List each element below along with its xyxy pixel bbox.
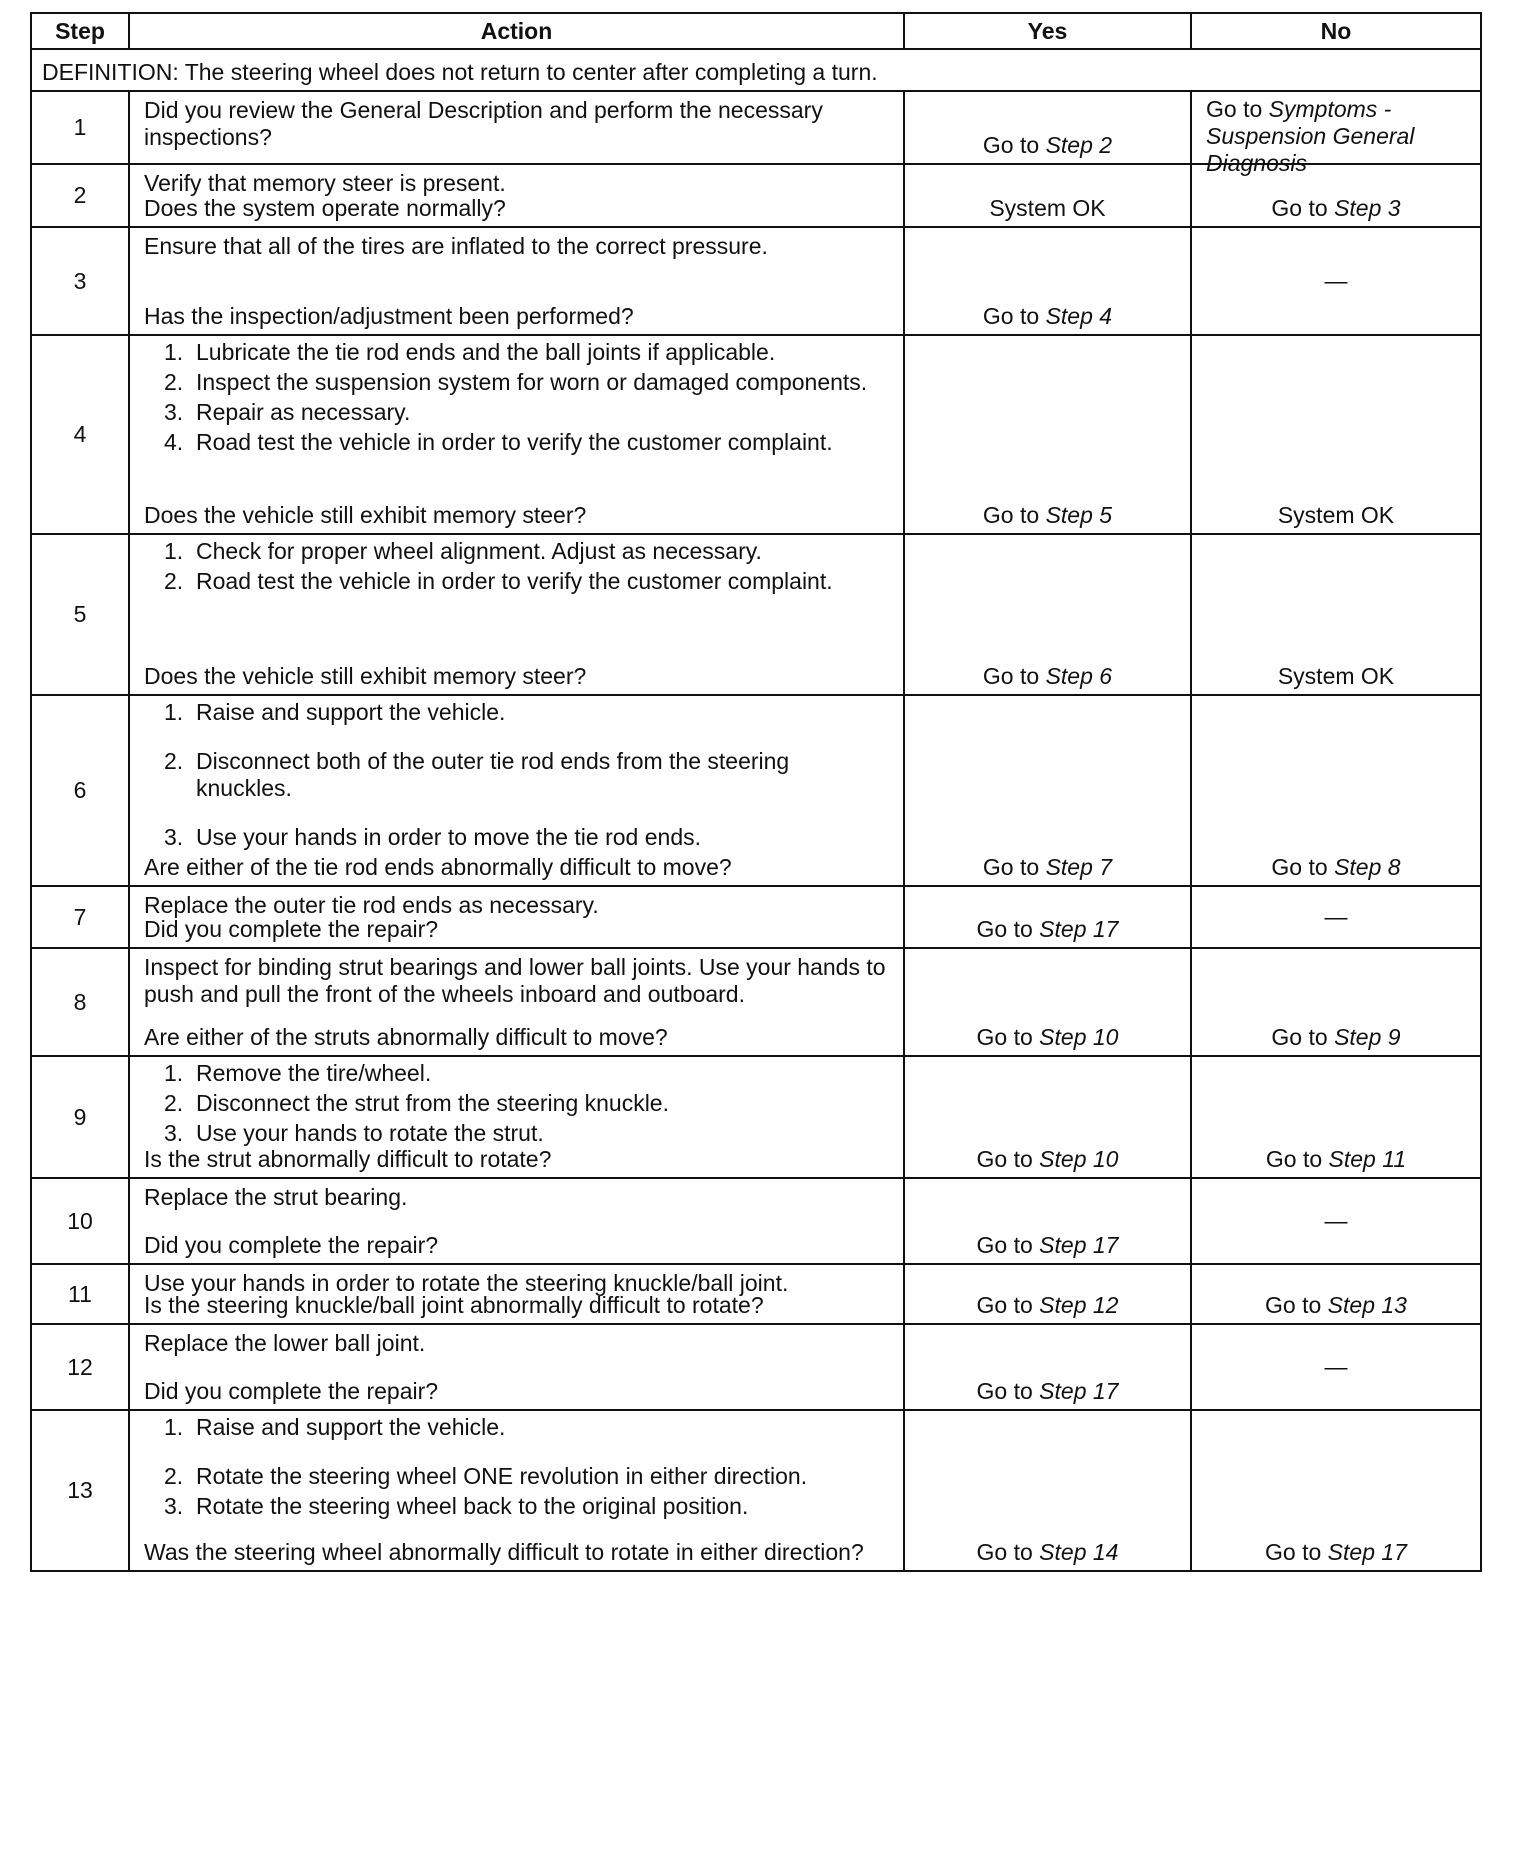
yes-result: [905, 1146, 1190, 1173]
action-step-number: 2.: [164, 748, 184, 774]
no-goto-prefix: Go to: [1271, 1024, 1335, 1050]
no-result: [1192, 502, 1480, 529]
action-text: Use your hands in order to rotate the steering knuckle/ball joint.: [144, 1270, 789, 1296]
yes-step-link[interactable]: Step 5: [1045, 502, 1113, 528]
action-step-item: [164, 1090, 891, 1117]
action-cell: [129, 1264, 904, 1324]
action-cell: [129, 1178, 904, 1264]
yes-cell: [904, 164, 1191, 227]
action-step-number: 4.: [164, 429, 184, 455]
action-step-text: Inspect the suspension system for worn or damaged components.: [196, 369, 868, 395]
action-step-text: Use your hands to rotate the strut.: [196, 1120, 544, 1146]
step-row-11: [31, 1264, 1481, 1324]
action-text: Did you review the General Description and perform the necessary inspections?: [144, 97, 823, 150]
no-step-link[interactable]: Step 8: [1334, 854, 1401, 880]
no-goto-prefix: Go to: [1271, 854, 1335, 880]
yes-step-link[interactable]: Step 17: [1039, 1232, 1119, 1258]
no-cell: [1191, 227, 1481, 335]
yes-cell: [904, 534, 1191, 695]
header-action: Action: [129, 13, 904, 49]
action-question: Is the strut abnormally difficult to rotate?: [144, 1146, 552, 1172]
yes-cell: [904, 1178, 1191, 1264]
no-step-link[interactable]: Step 13: [1327, 1292, 1407, 1318]
yes-goto-prefix: Go to: [976, 916, 1040, 942]
action-text: Verify that memory steer is present.: [144, 170, 506, 196]
action-step-text: Use your hands in order to move the tie rod ends.: [196, 824, 702, 850]
step-row-3: [31, 227, 1481, 335]
header-yes: Yes: [904, 13, 1191, 49]
no-result: [1192, 1146, 1480, 1173]
yes-cell: [904, 1056, 1191, 1178]
yes-goto-prefix: Go to: [982, 854, 1046, 880]
no-step-link[interactable]: Step 9: [1334, 1024, 1401, 1050]
no-cell: [1191, 534, 1481, 695]
step-number: 1: [31, 91, 129, 164]
step-row-1: [31, 91, 1481, 164]
action-step-number: 3.: [164, 1493, 184, 1519]
action-step-text: Check for proper wheel alignment. Adjust as necessary.: [196, 538, 762, 564]
action-step-number: 1.: [164, 699, 184, 725]
yes-step-link[interactable]: Step 6: [1045, 663, 1113, 689]
no-cell: [1191, 1264, 1481, 1324]
yes-goto-prefix: Go to: [976, 1378, 1040, 1404]
step-number: 5: [31, 534, 129, 695]
yes-result-text: System OK: [989, 195, 1106, 221]
action-step-item: [164, 824, 891, 851]
no-step-link[interactable]: Step 3: [1334, 195, 1401, 221]
no-cell: [1191, 1178, 1481, 1264]
yes-step-link[interactable]: Step 14: [1039, 1539, 1119, 1565]
step-number: 6: [31, 695, 129, 886]
action-step-text: Disconnect the strut from the steering knuckle.: [196, 1090, 669, 1116]
step-number: 3: [31, 227, 129, 335]
no-cell: [1191, 948, 1481, 1056]
yes-cell: [904, 335, 1191, 534]
yes-cell: [904, 1410, 1191, 1571]
action-step-text: Rotate the steering wheel ONE revolution in either direction.: [196, 1463, 808, 1489]
no-cell: [1191, 1410, 1481, 1571]
action-steps-list: [144, 336, 891, 456]
action-question: Did you complete the repair?: [144, 1378, 439, 1404]
action-step-text: Road test the vehicle in order to verify the customer complaint.: [196, 568, 833, 594]
action-step-number: 3.: [164, 399, 184, 425]
yes-goto-prefix: Go to: [982, 132, 1046, 158]
action-step-number: 1.: [164, 339, 184, 365]
yes-goto-prefix: Go to: [982, 502, 1046, 528]
action-step-number: 2.: [164, 1090, 184, 1116]
action-step-number: 1.: [164, 1060, 184, 1086]
yes-result: [905, 916, 1190, 943]
action-question: Does the vehicle still exhibit memory steer?: [144, 663, 587, 689]
no-result: [1192, 195, 1480, 222]
action-cell: [129, 227, 904, 335]
action-question: Did you complete the repair?: [144, 1232, 439, 1258]
no-result-text: System OK: [1277, 663, 1395, 689]
action-question: Does the vehicle still exhibit memory steer?: [144, 502, 587, 528]
yes-step-link[interactable]: Step 2: [1045, 132, 1113, 158]
no-result-text: —: [1324, 1207, 1348, 1234]
action-cell: [129, 1324, 904, 1410]
action-cell: [129, 534, 904, 695]
yes-result: [905, 663, 1190, 690]
diagnostic-table: [30, 12, 1482, 1572]
action-question: Is the steering knuckle/ball joint abnormally difficult to rotate?: [144, 1292, 764, 1318]
no-result: [1192, 1539, 1480, 1566]
no-goto-prefix: Go to: [1265, 1539, 1328, 1565]
step-row-7: [31, 886, 1481, 948]
step-number: 11: [31, 1264, 129, 1324]
no-result: [1192, 663, 1480, 690]
step-number: 4: [31, 335, 129, 534]
no-result: [1192, 1354, 1480, 1381]
step-row-2: [31, 164, 1481, 227]
yes-step-link[interactable]: Step 10: [1039, 1146, 1119, 1172]
definition-row: [31, 49, 1481, 91]
action-step-text: Lubricate the tie rod ends and the ball joints if applicable.: [196, 339, 776, 365]
action-step-item: [164, 1060, 891, 1087]
action-step-item: [164, 1120, 891, 1147]
action-question: Are either of the tie rod ends abnormally difficult to move?: [144, 854, 732, 880]
no-step-link[interactable]: Step 11: [1328, 1146, 1407, 1172]
action-text: Inspect for binding strut bearings and lower ball joints. Use your hands to push and pull the front of the wheels inboard and outboard.: [144, 954, 886, 1007]
action-question: Was the steering wheel abnormally difficult to rotate in either direction?: [144, 1539, 864, 1565]
action-step-text: Rotate the steering wheel back to the original position.: [196, 1493, 749, 1519]
action-step-item: [164, 1463, 891, 1490]
yes-goto-prefix: Go to: [976, 1146, 1040, 1172]
yes-goto-prefix: Go to: [976, 1539, 1040, 1565]
step-row-6: [31, 695, 1481, 886]
yes-step-link[interactable]: Step 10: [1039, 1024, 1119, 1050]
yes-cell: [904, 886, 1191, 948]
action-step-item: [164, 339, 891, 366]
yes-result: [905, 132, 1190, 159]
action-step-item: [164, 429, 891, 456]
step-row-10: [31, 1178, 1481, 1264]
yes-cell: [904, 695, 1191, 886]
action-step-item: [164, 1493, 891, 1520]
action-step-text: Road test the vehicle in order to verify the customer complaint.: [196, 429, 833, 455]
no-result: [1192, 904, 1480, 931]
yes-goto-prefix: Go to: [976, 1024, 1040, 1050]
action-text: Ensure that all of the tires are inflated to the correct pressure.: [144, 233, 768, 259]
action-steps-list: [144, 696, 891, 851]
action-step-text: Disconnect both of the outer tie rod ends from the steering knuckles.: [196, 748, 790, 801]
action-step-number: 3.: [164, 824, 184, 850]
action-cell: [129, 1410, 904, 1571]
no-goto-prefix: Go to: [1271, 195, 1335, 221]
action-cell: [129, 1056, 904, 1178]
action-question: Does the system operate normally?: [144, 195, 506, 221]
no-cell: [1191, 335, 1481, 534]
action-step-number: 1.: [164, 1414, 184, 1440]
no-cell: [1191, 1056, 1481, 1178]
yes-step-link[interactable]: Step 4: [1045, 303, 1113, 329]
step-number: 8: [31, 948, 129, 1056]
action-question: Has the inspection/adjustment been performed?: [144, 303, 634, 329]
yes-cell: [904, 227, 1191, 335]
yes-result: [905, 1539, 1190, 1566]
yes-cell: [904, 948, 1191, 1056]
action-step-item: [164, 699, 891, 726]
yes-result: [905, 502, 1190, 529]
definition-text: DEFINITION: The steering wheel does not return to center after completing a turn.: [31, 49, 1481, 91]
yes-result: [905, 1292, 1190, 1319]
yes-goto-prefix: Go to: [982, 303, 1046, 329]
yes-result: [905, 195, 1190, 222]
no-result: [1192, 268, 1480, 295]
action-cell: [129, 886, 904, 948]
no-step-link[interactable]: Symptoms - Suspension General Diagnosis: [1206, 96, 1415, 176]
no-result-text: —: [1324, 903, 1348, 930]
no-goto-prefix: Go to: [1206, 96, 1269, 122]
step-row-8: [31, 948, 1481, 1056]
yes-cell: [904, 91, 1191, 164]
action-steps-list: [144, 1411, 891, 1520]
action-step-item: [164, 1414, 891, 1441]
no-cell: [1191, 886, 1481, 948]
no-goto-prefix: Go to: [1265, 1146, 1329, 1172]
action-text: Replace the lower ball joint.: [144, 1330, 426, 1356]
action-step-item: [164, 538, 891, 565]
yes-result: [905, 1024, 1190, 1051]
action-cell: [129, 948, 904, 1056]
no-step-link[interactable]: Step 17: [1327, 1539, 1407, 1565]
step-number: 10: [31, 1178, 129, 1264]
action-cell: [129, 164, 904, 227]
no-result-text: System OK: [1277, 502, 1395, 528]
header-no: No: [1191, 13, 1481, 49]
no-goto-prefix: Go to: [1265, 1292, 1328, 1318]
no-cell: [1191, 91, 1481, 176]
yes-goto-prefix: Go to: [982, 663, 1046, 689]
yes-step-link[interactable]: Step 7: [1045, 854, 1113, 880]
action-step-number: 2.: [164, 1463, 184, 1489]
step-row-4: [31, 335, 1481, 534]
action-cell: [129, 695, 904, 886]
action-step-item: [164, 399, 891, 426]
action-question: Did you complete the repair?: [144, 916, 439, 942]
header-row: [31, 13, 1481, 49]
no-result-text: —: [1324, 267, 1348, 294]
step-number: 13: [31, 1410, 129, 1571]
step-row-13: [31, 1410, 1481, 1571]
step-row-12: [31, 1324, 1481, 1410]
no-result-text: —: [1324, 1353, 1348, 1380]
action-step-number: 2.: [164, 369, 184, 395]
yes-step-link[interactable]: Step 17: [1039, 916, 1119, 942]
action-cell: [129, 91, 904, 164]
action-step-number: 3.: [164, 1120, 184, 1146]
yes-result: [905, 1232, 1190, 1259]
action-cell: [129, 335, 904, 534]
no-result: [1192, 1292, 1480, 1319]
action-step-text: Repair as necessary.: [196, 399, 411, 425]
no-cell: [1191, 1324, 1481, 1410]
action-steps-list: [144, 1057, 891, 1147]
action-step-text: Remove the tire/wheel.: [196, 1060, 432, 1086]
step-number: 2: [31, 164, 129, 227]
action-steps-list: [144, 535, 891, 595]
no-cell: [1191, 695, 1481, 886]
no-result: [1192, 1208, 1480, 1235]
yes-goto-prefix: Go to: [976, 1232, 1040, 1258]
action-text: Replace the strut bearing.: [144, 1184, 408, 1210]
no-cell: [1191, 164, 1481, 227]
action-step-item: [164, 748, 891, 802]
action-step-item: [164, 369, 891, 396]
step-number: 12: [31, 1324, 129, 1410]
action-question: Are either of the struts abnormally difficult to move?: [144, 1024, 668, 1050]
yes-goto-prefix: Go to: [976, 1292, 1040, 1318]
no-result: [1192, 1024, 1480, 1051]
step-number: 7: [31, 886, 129, 948]
action-step-number: 1.: [164, 538, 184, 564]
action-step-text: Raise and support the vehicle.: [196, 1414, 506, 1440]
action-text: Replace the outer tie rod ends as necessary.: [144, 892, 599, 918]
yes-step-link[interactable]: Step 12: [1039, 1292, 1119, 1318]
no-result: [1192, 854, 1480, 881]
action-step-text: Raise and support the vehicle.: [196, 699, 506, 725]
step-row-5: [31, 534, 1481, 695]
action-step-item: [164, 568, 891, 595]
yes-result: [905, 854, 1190, 881]
action-step-number: 2.: [164, 568, 184, 594]
yes-cell: [904, 1324, 1191, 1410]
step-row-9: [31, 1056, 1481, 1178]
step-number: 9: [31, 1056, 129, 1178]
yes-cell: [904, 1264, 1191, 1324]
yes-result: [905, 1378, 1190, 1405]
yes-result: [905, 303, 1190, 330]
yes-step-link[interactable]: Step 17: [1039, 1378, 1119, 1404]
header-step: Step: [31, 13, 129, 49]
